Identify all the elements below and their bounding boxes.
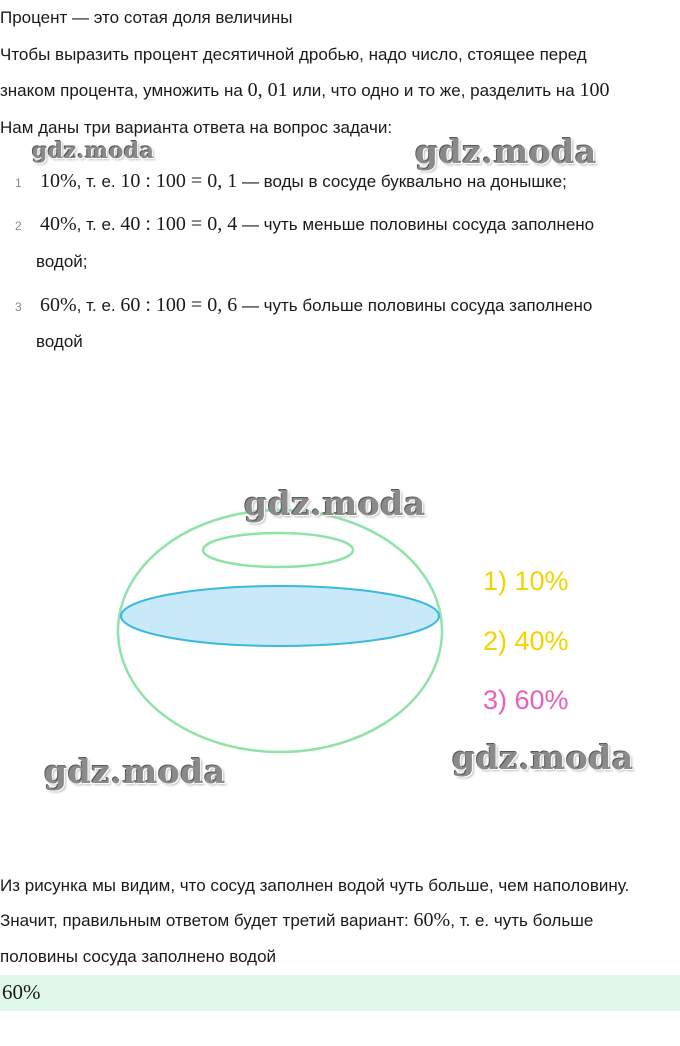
text-paragraph-1: Процент — это сотая доля величины (0, 8, 293, 27)
math-value: 0, 01 (247, 79, 288, 101)
math-value: 60% (40, 294, 77, 316)
math-value: 40% (40, 213, 77, 235)
math-expression: 60 : 100 = 0, 6 (120, 294, 238, 316)
text-fragment: — чуть меньше половины сосуда заполнено (237, 215, 595, 234)
answer-box (0, 975, 680, 1011)
watermark: gdz.moda (32, 138, 155, 164)
watermark: gdz.moda (452, 738, 634, 777)
text-fragment: , т. е. (76, 172, 121, 191)
text-fragment: , т. е. (76, 215, 121, 234)
watermark: gdz.moda (244, 484, 426, 523)
list-number: 3 (15, 300, 22, 314)
answer-label-2: 2) 40% (483, 626, 569, 656)
text-fragment: — воды в сосуде буквально на донышке; (237, 172, 567, 191)
math-value: 100 (579, 79, 610, 101)
conclusion-line-3: половины сосуда заполнено водой (0, 947, 277, 966)
list-number: 2 (15, 219, 22, 233)
text-paragraph-4: Нам даны три варианта ответа на вопрос задачи: (0, 118, 393, 137)
text-fragment: или, что одно и то же, разделить на (287, 81, 580, 100)
math-expression: 40 : 100 = 0, 4 (120, 213, 238, 235)
math-value: 10% (40, 170, 77, 192)
text-fragment: Значит, правильным ответом будет третий вариант: (0, 911, 414, 930)
watermark: gdz.moda (415, 132, 597, 171)
text-fragment: — чуть больше половины сосуда заполнено (237, 296, 593, 315)
option-text (40, 294, 592, 317)
text-fragment: , т. е. (76, 296, 121, 315)
text-paragraph-3 (0, 79, 609, 102)
conclusion-line-1: Из рисунка мы видим, что сосуд заполнен водой чуть больше, чем наполовину. (0, 876, 630, 895)
conclusion-line-2 (0, 909, 593, 932)
option-text (40, 170, 567, 193)
watermark: gdz.moda (44, 752, 226, 791)
math-expression: 10 : 100 = 0, 1 (120, 170, 238, 192)
text-paragraph-2: Чтобы выразить процент десятичной дробью, надо число, стоящее перед (0, 45, 587, 64)
vessel-neck (203, 533, 353, 567)
answer-label-1: 1) 10% (483, 566, 569, 596)
option-text-continuation: водой (36, 332, 83, 351)
math-value: 60% (413, 909, 451, 931)
text-fragment: знаком процента, умножить на (0, 81, 248, 100)
water-surface (121, 586, 439, 646)
final-answer: 60% (2, 980, 41, 1004)
list-number: 1 (15, 176, 22, 190)
answer-label-3: 3) 60% (483, 685, 569, 715)
text-fragment: , т. е. чуть больше (450, 911, 594, 930)
option-text-continuation: водой; (36, 252, 88, 271)
option-text (40, 213, 594, 236)
